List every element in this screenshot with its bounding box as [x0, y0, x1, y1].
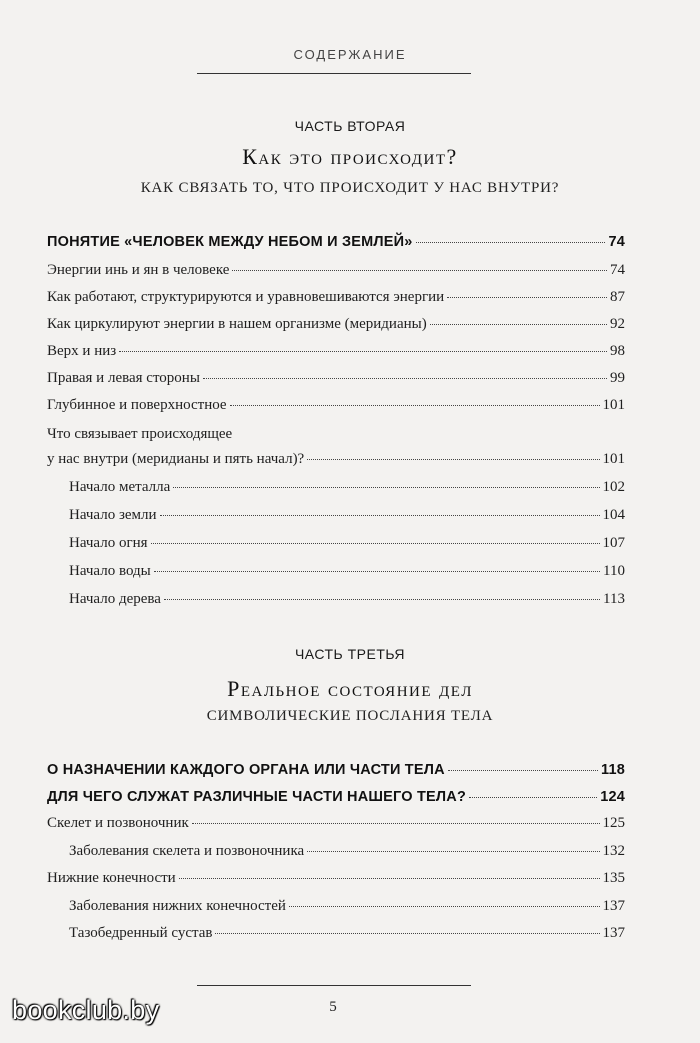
dot-leader — [160, 515, 600, 516]
toc-entry[interactable]: Верх и низ 98 — [47, 343, 625, 359]
toc-subentry[interactable]: Начало металла 102 — [69, 479, 625, 495]
dot-leader — [447, 297, 607, 298]
toc-entry[interactable]: ДЛЯ ЧЕГО СЛУЖАТ РАЗЛИЧНЫЕ ЧАСТИ НАШЕГО ТЕЛА? 124 — [47, 789, 625, 805]
toc-subentry[interactable]: Заболевания скелета и позвоночника 132 — [69, 843, 625, 859]
page-number: 5 — [329, 999, 337, 1015]
toc-entry-line1[interactable]: Что связывает происходящее — [47, 426, 233, 442]
dot-leader — [469, 797, 597, 798]
footer-divider — [197, 985, 471, 986]
dot-leader — [430, 324, 607, 325]
dot-leader — [192, 823, 600, 824]
dot-leader — [119, 351, 607, 352]
dot-leader — [416, 242, 606, 243]
toc-entry[interactable]: Энергии инь и ян в человеке 74 — [47, 262, 625, 278]
dot-leader — [230, 405, 600, 406]
toc-entry[interactable]: Как циркулируют энергии в нашем организме (меридианы) 92 — [47, 316, 625, 332]
part-three-title: Реальное состояние дел — [227, 676, 473, 701]
part-two-subtitle: КАК СВЯЗАТЬ ТО, ЧТО ПРОИСХОДИТ У НАС ВНУТРИ? — [140, 180, 560, 196]
header-divider — [197, 73, 471, 74]
dot-leader — [448, 770, 598, 771]
toc-entry[interactable]: Глубинное и поверхностное 101 — [47, 397, 625, 413]
toc-entry[interactable]: Нижние конечности 135 — [47, 870, 625, 886]
dot-leader — [154, 571, 600, 572]
dot-leader — [179, 878, 600, 879]
toc-subentry[interactable]: Начало земли 104 — [69, 507, 625, 523]
toc-subentry[interactable]: Начало воды 110 — [69, 563, 625, 579]
part-three-subtitle: СИМВОЛИЧЕСКИЕ ПОСЛАНИЯ ТЕЛА — [206, 708, 494, 724]
toc-subentry[interactable]: Заболевания нижних конечностей 137 — [69, 898, 625, 914]
toc-entry[interactable]: Как работают, структурируются и уравновешиваются энергии 87 — [47, 289, 625, 305]
toc-entry[interactable]: Правая и левая стороны 99 — [47, 370, 625, 386]
watermark: bookclub.by — [12, 995, 160, 1025]
dot-leader — [203, 378, 607, 379]
part-two-title: Как это происходит? — [242, 144, 458, 169]
toc-entry[interactable]: ПОНЯТИЕ «ЧЕЛОВЕК МЕЖДУ НЕБОМ И ЗЕМЛЕЙ» 74 — [47, 234, 625, 250]
dot-leader — [215, 933, 599, 934]
toc-subentry[interactable]: Начало огня 107 — [69, 535, 625, 551]
dot-leader — [232, 270, 607, 271]
toc-entry[interactable]: у нас внутри (меридианы и пять начал)? 101 — [47, 451, 625, 467]
part-three-label: ЧАСТЬ ТРЕТЬЯ — [294, 646, 406, 662]
dot-leader — [151, 543, 600, 544]
dot-leader — [173, 487, 599, 488]
dot-leader — [307, 459, 599, 460]
part-two-label: ЧАСТЬ ВТОРАЯ — [294, 118, 406, 134]
toc-subentry[interactable]: Тазобедренный сустав 137 — [69, 925, 625, 941]
toc-subentry[interactable]: Начало дерева 113 — [69, 591, 625, 607]
toc-entry[interactable]: Скелет и позвоночник 125 — [47, 815, 625, 831]
dot-leader — [164, 599, 600, 600]
dot-leader — [289, 906, 600, 907]
running-title: СОДЕРЖАНИЕ — [293, 47, 407, 62]
dot-leader — [307, 851, 599, 852]
toc-entry[interactable]: О НАЗНАЧЕНИИ КАЖДОГО ОРГАНА ИЛИ ЧАСТИ ТЕЛА 118 — [47, 762, 625, 778]
